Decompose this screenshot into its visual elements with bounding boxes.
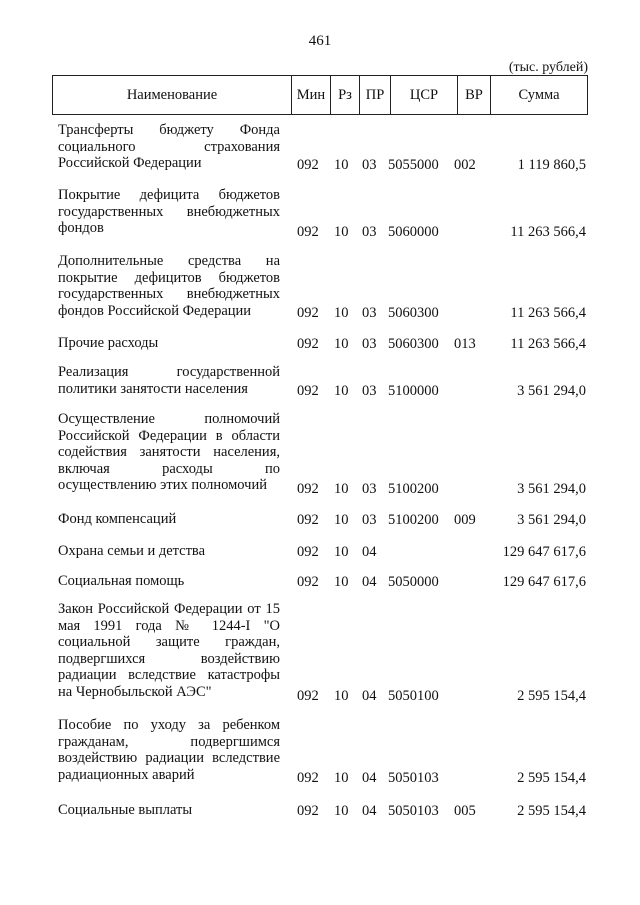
row-sum: 2 595 154,4 xyxy=(517,770,586,786)
row-name: Осуществление полномочий Российской Федерации в области содействия занятости населения, включая расходы по осуществлению этих полномочий xyxy=(58,411,280,494)
row-name: Фонд компенсаций xyxy=(58,511,177,527)
row-csr: 5060300 xyxy=(388,305,439,321)
row-sum: 2 595 154,4 xyxy=(517,688,586,704)
row-pr: 04 xyxy=(362,544,377,560)
row-sum: 129 647 617,6 xyxy=(502,574,586,590)
row-rz: 10 xyxy=(334,383,349,399)
row-pr: 04 xyxy=(362,574,377,590)
row-min: 092 xyxy=(297,481,319,497)
row-pr: 03 xyxy=(362,336,377,352)
row-min: 092 xyxy=(297,383,319,399)
row-name: Закон Российской Федерации от 15 мая 1991 года № 1244-I "О социальной защите граждан, подвергшихся воздействию радиации вследствие катастрофы на Чернобыльской АЭС" xyxy=(58,601,280,700)
row-csr: 5100200 xyxy=(388,512,439,528)
row-name: Пособие по уходу за ребенком гражданам, подвергшимся воздействию радиации вследствие радиационных аварий xyxy=(58,717,280,783)
row-min: 092 xyxy=(297,544,319,560)
table-row xyxy=(0,411,640,498)
row-name: Дополнительные средства на покрытие дефицитов бюджетов государственных внебюджетных фондов Российской Федерации xyxy=(58,253,280,319)
page-number: 461 xyxy=(308,33,332,49)
header-vr: ВР xyxy=(458,76,491,114)
table-row xyxy=(0,187,640,241)
row-sum: 3 561 294,0 xyxy=(517,383,586,399)
row-name: Социальная помощь xyxy=(58,573,185,589)
row-csr: 5050103 xyxy=(388,803,439,819)
row-rz: 10 xyxy=(334,336,349,352)
row-pr: 04 xyxy=(362,688,377,704)
table-row xyxy=(0,511,640,529)
row-sum: 11 263 566,4 xyxy=(510,336,586,352)
row-csr: 5050100 xyxy=(388,688,439,704)
table-row xyxy=(0,717,640,787)
row-min: 092 xyxy=(297,574,319,590)
row-name: Реализация государственной политики занятости населения xyxy=(58,364,280,397)
table-row xyxy=(0,122,640,174)
row-rz: 10 xyxy=(334,305,349,321)
row-pr: 04 xyxy=(362,803,377,819)
row-sum: 11 263 566,4 xyxy=(510,224,586,240)
row-rz: 10 xyxy=(334,544,349,560)
row-pr: 04 xyxy=(362,770,377,786)
row-pr: 03 xyxy=(362,481,377,497)
row-min: 092 xyxy=(297,688,319,704)
row-min: 092 xyxy=(297,157,319,173)
table-row xyxy=(0,335,640,353)
table-row xyxy=(0,601,640,705)
row-csr: 5055000 xyxy=(388,157,439,173)
row-sum: 1 119 860,5 xyxy=(517,157,586,173)
row-pr: 03 xyxy=(362,157,377,173)
row-name: Трансферты бюджету Фонда социального страхования Российской Федерации xyxy=(58,122,280,172)
row-sum: 11 263 566,4 xyxy=(510,305,586,321)
row-vr: 002 xyxy=(454,157,476,173)
header-rz: Рз xyxy=(331,76,360,114)
row-name: Покрытие дефицита бюджетов государственных внебюджетных фондов xyxy=(58,187,280,237)
row-rz: 10 xyxy=(334,512,349,528)
row-csr: 5050103 xyxy=(388,770,439,786)
row-rz: 10 xyxy=(334,574,349,590)
row-rz: 10 xyxy=(334,224,349,240)
header-name: Наименование xyxy=(53,76,292,114)
table-row xyxy=(0,253,640,322)
row-vr: 009 xyxy=(454,512,476,528)
row-pr: 03 xyxy=(362,224,377,240)
row-min: 092 xyxy=(297,336,319,352)
header-sum: Сумма xyxy=(518,86,560,103)
row-rz: 10 xyxy=(334,770,349,786)
row-pr: 03 xyxy=(362,305,377,321)
table-row xyxy=(0,364,640,400)
row-min: 092 xyxy=(297,305,319,321)
row-sum: 2 595 154,4 xyxy=(517,803,586,819)
row-csr: 5050000 xyxy=(388,574,439,590)
row-csr: 5100000 xyxy=(388,383,439,399)
row-name: Охрана семьи и детства xyxy=(58,543,206,559)
row-sum: 3 561 294,0 xyxy=(517,481,586,497)
row-csr: 5060000 xyxy=(388,224,439,240)
row-min: 092 xyxy=(297,770,319,786)
row-rz: 10 xyxy=(334,481,349,497)
row-rz: 10 xyxy=(334,803,349,819)
row-name: Прочие расходы xyxy=(58,335,159,351)
row-min: 092 xyxy=(297,803,319,819)
units-label: (тыс. рублей) xyxy=(508,60,588,75)
row-csr: 5100200 xyxy=(388,481,439,497)
row-vr: 005 xyxy=(454,803,476,819)
row-pr: 03 xyxy=(362,383,377,399)
row-min: 092 xyxy=(297,224,319,240)
row-rz: 10 xyxy=(334,157,349,173)
row-sum: 3 561 294,0 xyxy=(517,512,586,528)
row-pr: 03 xyxy=(362,512,377,528)
table-row xyxy=(0,573,640,591)
row-min: 092 xyxy=(297,512,319,528)
table-row xyxy=(0,543,640,561)
header-pr: ПР xyxy=(360,76,391,114)
row-csr: 5060300 xyxy=(388,336,439,352)
row-vr: 013 xyxy=(454,336,476,352)
table-header xyxy=(52,75,588,115)
table-row xyxy=(0,802,640,820)
row-name: Социальные выплаты xyxy=(58,802,193,818)
header-min: Мин xyxy=(292,76,331,114)
header-csr: ЦСР xyxy=(391,76,458,114)
row-sum: 129 647 617,6 xyxy=(502,544,586,560)
row-rz: 10 xyxy=(334,688,349,704)
